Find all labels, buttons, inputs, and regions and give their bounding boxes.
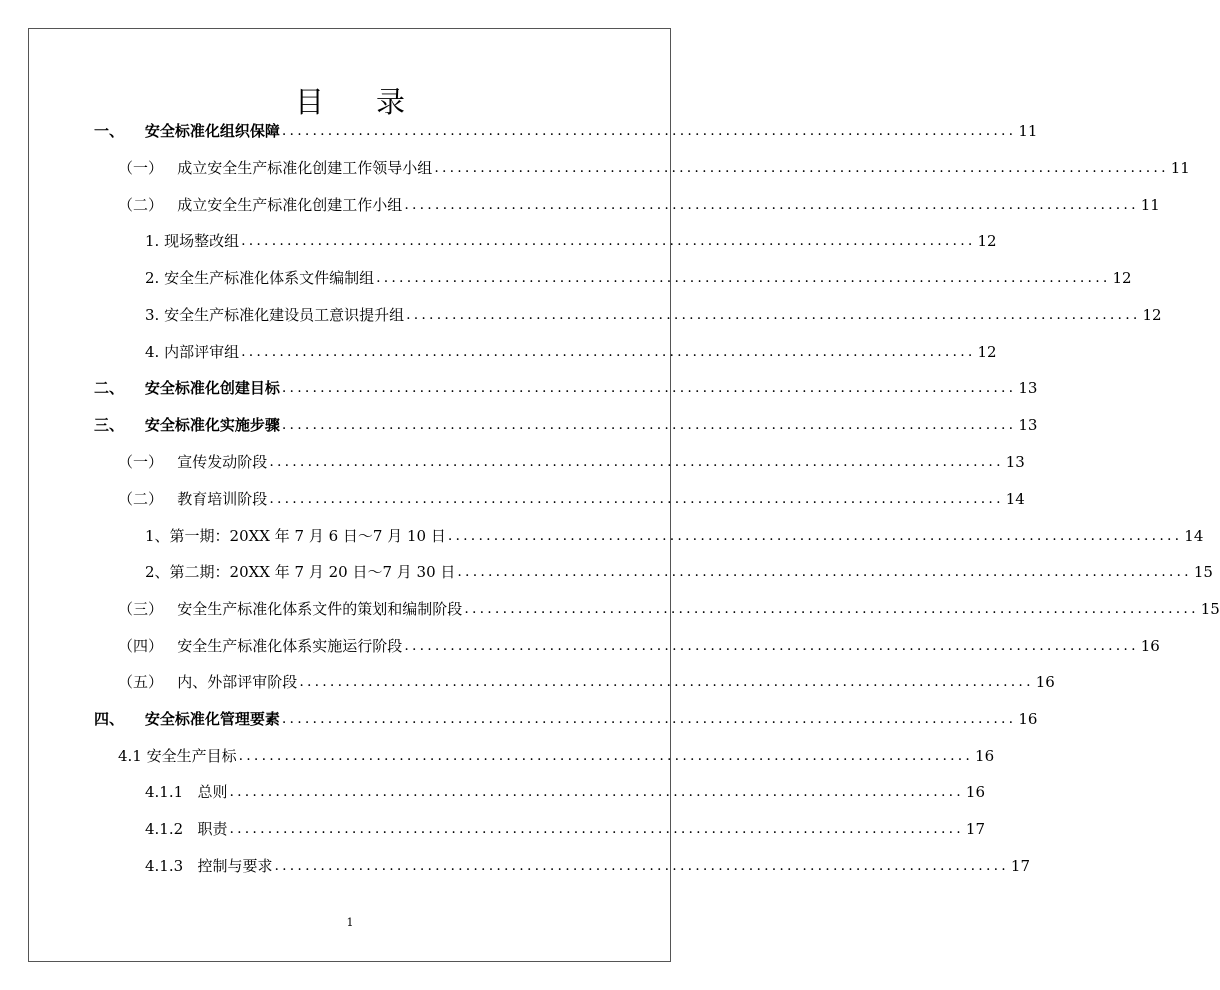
toc-entry-label: 1、第一期：20XX 年 7 月 6 日～7 月 10 日	[145, 527, 446, 545]
toc-entry-page: 13	[1018, 379, 1038, 397]
toc-entry-3[interactable]	[94, 413, 1038, 435]
toc-leader-dots: ................................................................................................	[406, 307, 1141, 323]
toc-entry-2[interactable]	[94, 376, 1038, 398]
toc-entry-page: 11	[1018, 122, 1038, 140]
toc-title	[0, 80, 700, 121]
toc-entry-1-2-3[interactable]	[145, 303, 1162, 325]
toc-entry-page: 13	[1005, 453, 1025, 471]
toc-entry-4-1-1[interactable]	[145, 780, 985, 802]
toc-leader-dots: ................................................................................................	[404, 638, 1139, 654]
toc-leader-dots: ................................................................................................	[281, 417, 1017, 433]
toc-entry-label: 四、 安全标准化管理要素	[94, 710, 280, 728]
toc-leader-dots: ................................................................................................	[447, 528, 1183, 544]
toc-leader-dots: ................................................................................................	[269, 454, 1004, 470]
toc-entry-1-1[interactable]	[118, 156, 1190, 178]
toc-leader-dots: ................................................................................................	[229, 784, 964, 800]
toc-entry-page: 16	[975, 747, 995, 765]
toc-entry-3-1[interactable]	[118, 450, 1025, 472]
page-number: 1	[346, 916, 354, 929]
toc-entry-page: 12	[1112, 269, 1132, 287]
toc-leader-dots: ................................................................................................	[269, 491, 1004, 507]
toc-entry-page: 17	[965, 820, 985, 838]
toc-entry-label: 一、 安全标准化组织保障	[94, 122, 280, 140]
toc-entry-3-5[interactable]	[118, 670, 1055, 692]
toc-entry-page: 16	[965, 783, 985, 801]
toc-entry-label: 4.1.1 总则	[145, 783, 228, 801]
toc-leader-dots: ................................................................................................	[238, 748, 974, 764]
toc-entry-page: 11	[1170, 159, 1190, 177]
toc-entry-page: 16	[1140, 637, 1160, 655]
toc-entry-label: 1. 现场整改组	[145, 232, 240, 250]
toc-entry-page: 15	[1193, 563, 1213, 581]
toc-leader-dots: ................................................................................................	[457, 564, 1192, 580]
toc-entry-label: 二、 安全标准化创建目标	[94, 379, 280, 397]
toc-entry-label: （二） 教育培训阶段	[118, 490, 268, 508]
toc-entry-label: 2、第二期：20XX 年 7 月 20 日～7 月 30 日	[145, 563, 456, 581]
toc-entry-1-2-1[interactable]	[145, 229, 997, 251]
toc-entry-3-4[interactable]	[118, 634, 1160, 656]
toc-leader-dots: ................................................................................................	[281, 711, 1017, 727]
toc-leader-dots: ................................................................................................	[229, 821, 964, 837]
toc-entry-label: 4.1.3 控制与要求	[145, 857, 273, 875]
toc-entry-1-2[interactable]	[118, 193, 1160, 215]
toc-entry-label: （二） 成立安全生产标准化创建工作小组	[118, 196, 403, 214]
toc-entry-label: 2. 安全生产标准化体系文件编制组	[145, 269, 375, 287]
toc-leader-dots: ................................................................................................	[434, 160, 1169, 176]
toc-entry-3-2-2[interactable]	[145, 560, 1213, 582]
toc-entry-1[interactable]	[94, 119, 1038, 141]
toc-entry-page: 14	[1005, 490, 1025, 508]
toc-leader-dots: ................................................................................................	[464, 601, 1199, 617]
toc-entry-page: 11	[1140, 196, 1160, 214]
toc-entry-label: 4. 内部评审组	[145, 343, 240, 361]
toc-leader-dots: ................................................................................................	[404, 197, 1139, 213]
toc-entry-label: 4.1.2 职责	[145, 820, 228, 838]
toc-title-part1: 目	[294, 85, 324, 119]
toc-entry-label: 3. 安全生产标准化建设员工意识提升组	[145, 306, 405, 324]
toc-entry-label: 4.1 安全生产目标	[118, 747, 237, 765]
toc-entry-3-3[interactable]	[118, 597, 1220, 619]
toc-entry-4-1-3[interactable]	[145, 854, 1030, 876]
toc-leader-dots: ................................................................................................	[281, 123, 1017, 139]
toc-entry-page: 16	[1018, 710, 1038, 728]
toc-entry-4-1[interactable]	[118, 744, 995, 766]
toc-entry-page: 12	[977, 232, 997, 250]
toc-leader-dots: ................................................................................................	[274, 858, 1009, 874]
toc-leader-dots: ................................................................................................	[241, 233, 976, 249]
toc-entry-label: （一） 成立安全生产标准化创建工作领导小组	[118, 159, 433, 177]
toc-entry-1-2-4[interactable]	[145, 340, 997, 362]
toc-entry-page: 16	[1035, 673, 1055, 691]
toc-entry-4-1-2[interactable]	[145, 817, 985, 839]
toc-entry-label: （一） 宣传发动阶段	[118, 453, 268, 471]
toc-entry-3-2[interactable]	[118, 487, 1025, 509]
toc-entry-3-2-1[interactable]	[145, 524, 1204, 546]
toc-entry-label: （三） 安全生产标准化体系文件的策划和编制阶段	[118, 600, 463, 618]
toc-entry-page: 15	[1200, 600, 1220, 618]
toc-entry-4[interactable]	[94, 707, 1038, 729]
toc-title-part2: 录	[376, 85, 406, 119]
toc-entry-page: 13	[1018, 416, 1038, 434]
toc-entry-page: 14	[1184, 527, 1204, 545]
toc-entry-1-2-2[interactable]	[145, 266, 1132, 288]
toc-leader-dots: ................................................................................................	[241, 344, 976, 360]
toc-entry-page: 12	[977, 343, 997, 361]
toc-entry-label: （四） 安全生产标准化体系实施运行阶段	[118, 637, 403, 655]
toc-leader-dots: ................................................................................................	[299, 674, 1034, 690]
toc-leader-dots: ................................................................................................	[281, 380, 1017, 396]
toc-entry-page: 12	[1142, 306, 1162, 324]
toc-entry-label: 三、 安全标准化实施步骤	[94, 416, 280, 434]
toc-entry-page: 17	[1010, 857, 1030, 875]
toc-entry-label: （五） 内、外部评审阶段	[118, 673, 298, 691]
toc-leader-dots: ................................................................................................	[376, 270, 1111, 286]
